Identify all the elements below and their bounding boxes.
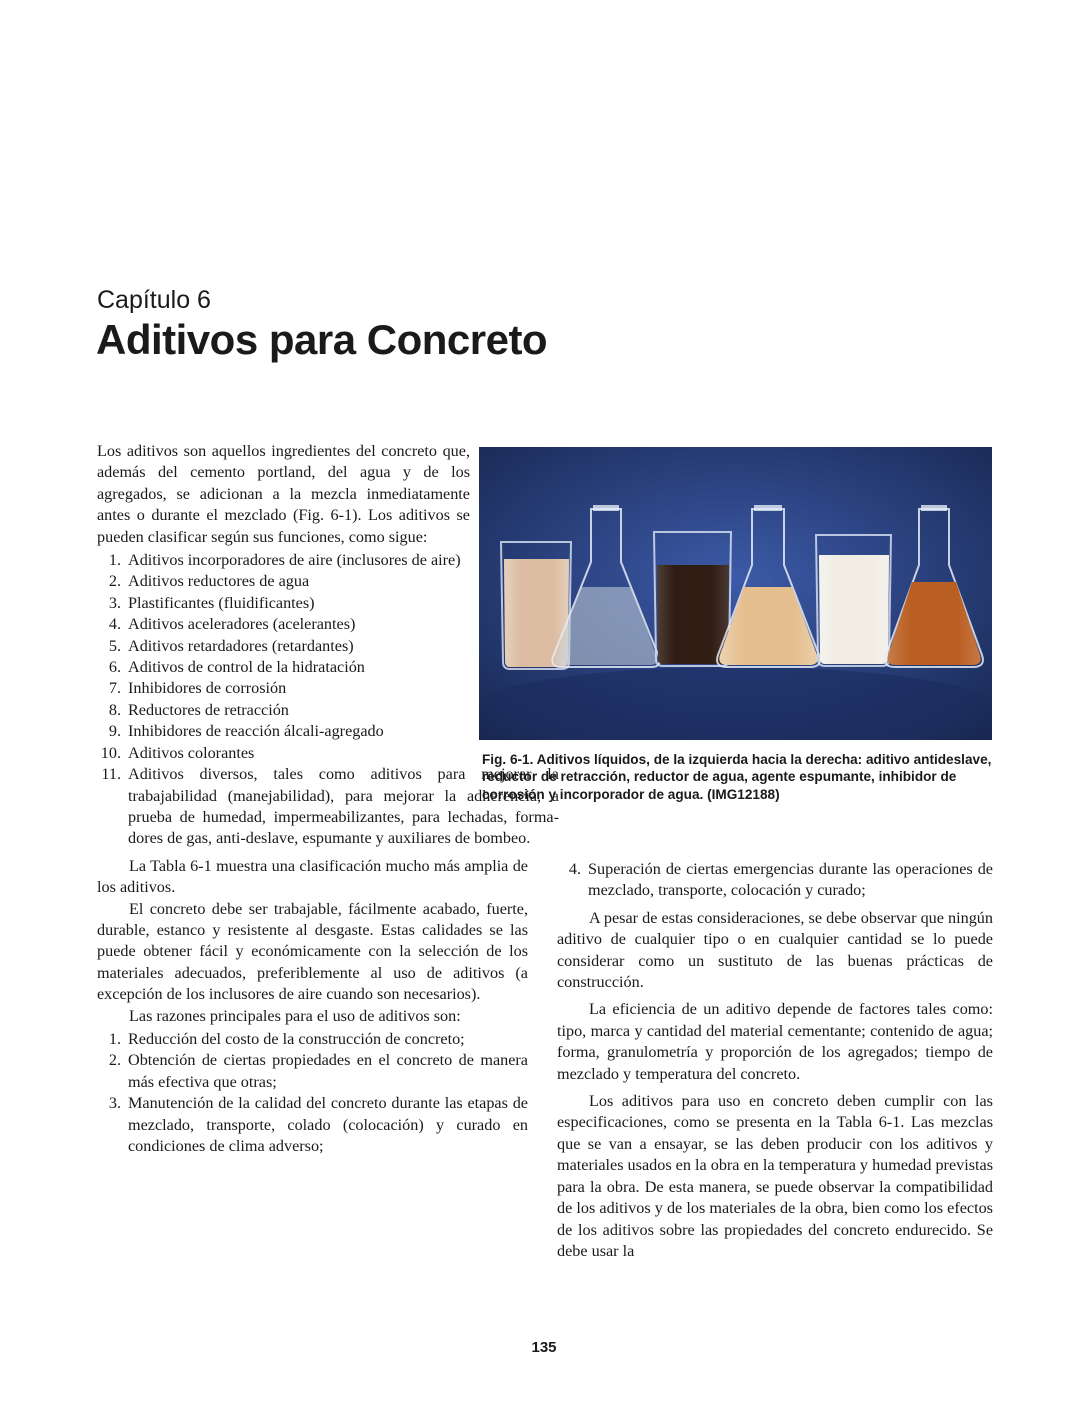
list-item	[97, 700, 470, 721]
list-number: 8.	[108, 700, 121, 719]
list-text: Aditivos retardadores (retardantes)	[128, 636, 354, 655]
function-list	[97, 550, 559, 850]
list-item	[557, 859, 993, 902]
list-number: 1.	[108, 1029, 121, 1048]
beakers-photo-illustration	[479, 447, 992, 740]
list-item	[97, 721, 470, 742]
list-text: Superación de ciertas emergencias durante las operaciones de mezclado, transporte, colocación y curado;	[588, 860, 993, 900]
list-text: Aditivos aceleradores (acelerantes)	[128, 615, 356, 634]
list-text: Obtención de ciertas propiedades en el concreto de manera más efectiva que otras;	[128, 1051, 528, 1091]
list-item	[97, 636, 470, 657]
chapter-title: Aditivos para Concreto	[96, 316, 548, 363]
list-text: Aditivos colorantes	[128, 743, 255, 762]
efficiency-paragraph: La eficiencia de un aditivo depende de factores tales como: tipo, marca y cantidad del material cementante; contenido de agua; forma, granulometría y proporción de los agregados; tiempo de mezclado y temperatura del concreto.	[557, 1000, 993, 1083]
workability-paragraph: El concreto debe ser trabajable, fácilmente acabado, fuerte, durable, estanco y resistente al desgaste. Estas calidades se las puede obtener fácil y económicamente con la selección de los materiales adecuados, preferiblemente al uso de aditivos (a excepción de los inclusores de aire cuando son necesarios).	[97, 899, 528, 1004]
list-number: 4.	[568, 860, 581, 878]
list-item	[97, 1093, 528, 1157]
list-item	[97, 1050, 528, 1093]
despite-paragraph: A pesar de estas consideraciones, se debe observar que ningún aditivo de cualquier tipo o en cualquier cantidad se lo puede considerar como un sustituto de las buenas prácticas de construcción.	[557, 908, 993, 992]
list-text: Reductores de retracción	[128, 700, 289, 719]
specifications-paragraph: Los aditivos para uso en concreto deben cumplir con las especificaciones, como se presenta en la Tabla 6-1. Las mezclas que se van a ensayar, se las deben producir con los aditivos y materiales usados en la obra en la temperatura y humedad previstas para la obra. De esta manera, se puede observar la compatibilidad de los aditivos y de los materiales de la obra, bien como los efectos de los aditivos sobre las propiedades del concreto endurecido. Se debe usar la	[557, 1092, 993, 1260]
list-text: Inhibidores de reacción álcali-agregado	[128, 722, 384, 741]
list-number: 2.	[108, 1051, 121, 1070]
list-text: Aditivos incorporadores de aire (inclusores de aire)	[128, 551, 461, 570]
reasons-list	[97, 1029, 528, 1157]
list-item	[97, 614, 470, 635]
page-number: 135	[531, 1339, 557, 1356]
intro-paragraph: Los aditivos son aquellos ingredientes del concreto que, además del cemento portland, del agua y de los agregados, se adicionan a la mezcla inmediatamente antes o durante el mezclado (Fig. 6-1). Los aditivos se pueden clasificar según sus funciones, como sigue:	[97, 442, 470, 546]
list-text: Inhibidores de corrosión	[128, 679, 287, 698]
list-item	[97, 678, 470, 699]
figure-caption: Fig. 6-1. Aditivos líquidos, de la izquierda hacia la derecha: aditivo antideslave, reductor de retracción, reductor de agua, agente espumante, inhibidor de corrosión y incorporador de agua. (IMG12188)	[482, 752, 992, 802]
list-number: 4.	[108, 615, 121, 634]
left-column	[97, 441, 559, 1157]
list-number: 3.	[108, 593, 121, 612]
chapter-label: Capítulo 6	[97, 286, 211, 314]
reasons-list-continued	[557, 859, 993, 902]
left-lower-text	[97, 856, 528, 1158]
list-text: Aditivos reductores de agua	[128, 572, 310, 591]
right-column	[557, 857, 993, 1262]
table-reference-paragraph: La Tabla 6-1 muestra una clasificación mucho más amplia de los aditivos.	[97, 856, 528, 897]
list-number: 9.	[108, 722, 121, 741]
list-number: 5.	[108, 636, 121, 655]
list-number: 10.	[100, 743, 121, 762]
list-item	[97, 1029, 528, 1050]
reasons-intro-paragraph: Las razones principales para el uso de aditivos son:	[129, 1006, 461, 1025]
list-text: Aditivos diversos, tales como aditivos para mejorar la trabajabilidad (manejabilidad), para mejorar la adherencia, a prueba de humedad, impermeabilizantes, para lechadas, formadores de gas, anti-deslave, espumante y auxiliares de bombeo.	[128, 765, 559, 848]
list-text: Manutención de la calidad del concreto durante las etapas de mezclado, transporte, colado (colocación) y curado en condiciones de clima adverso;	[128, 1094, 528, 1155]
list-number: 7.	[108, 679, 121, 698]
list-text: Aditivos de control de la hidratación	[128, 658, 365, 677]
list-item	[97, 593, 470, 614]
list-number: 11.	[101, 765, 121, 784]
list-item	[97, 743, 470, 764]
list-number: 3.	[108, 1094, 121, 1113]
list-item	[97, 657, 470, 678]
list-text: Plastificantes (fluidificantes)	[128, 593, 315, 612]
list-item	[97, 550, 470, 571]
list-text: Reducción del costo de la construcción de concreto;	[128, 1029, 465, 1048]
figure-photo	[479, 447, 992, 740]
list-number: 1.	[108, 551, 121, 570]
list-number: 6.	[108, 658, 121, 677]
list-item	[97, 571, 470, 592]
list-number: 2.	[108, 572, 121, 591]
